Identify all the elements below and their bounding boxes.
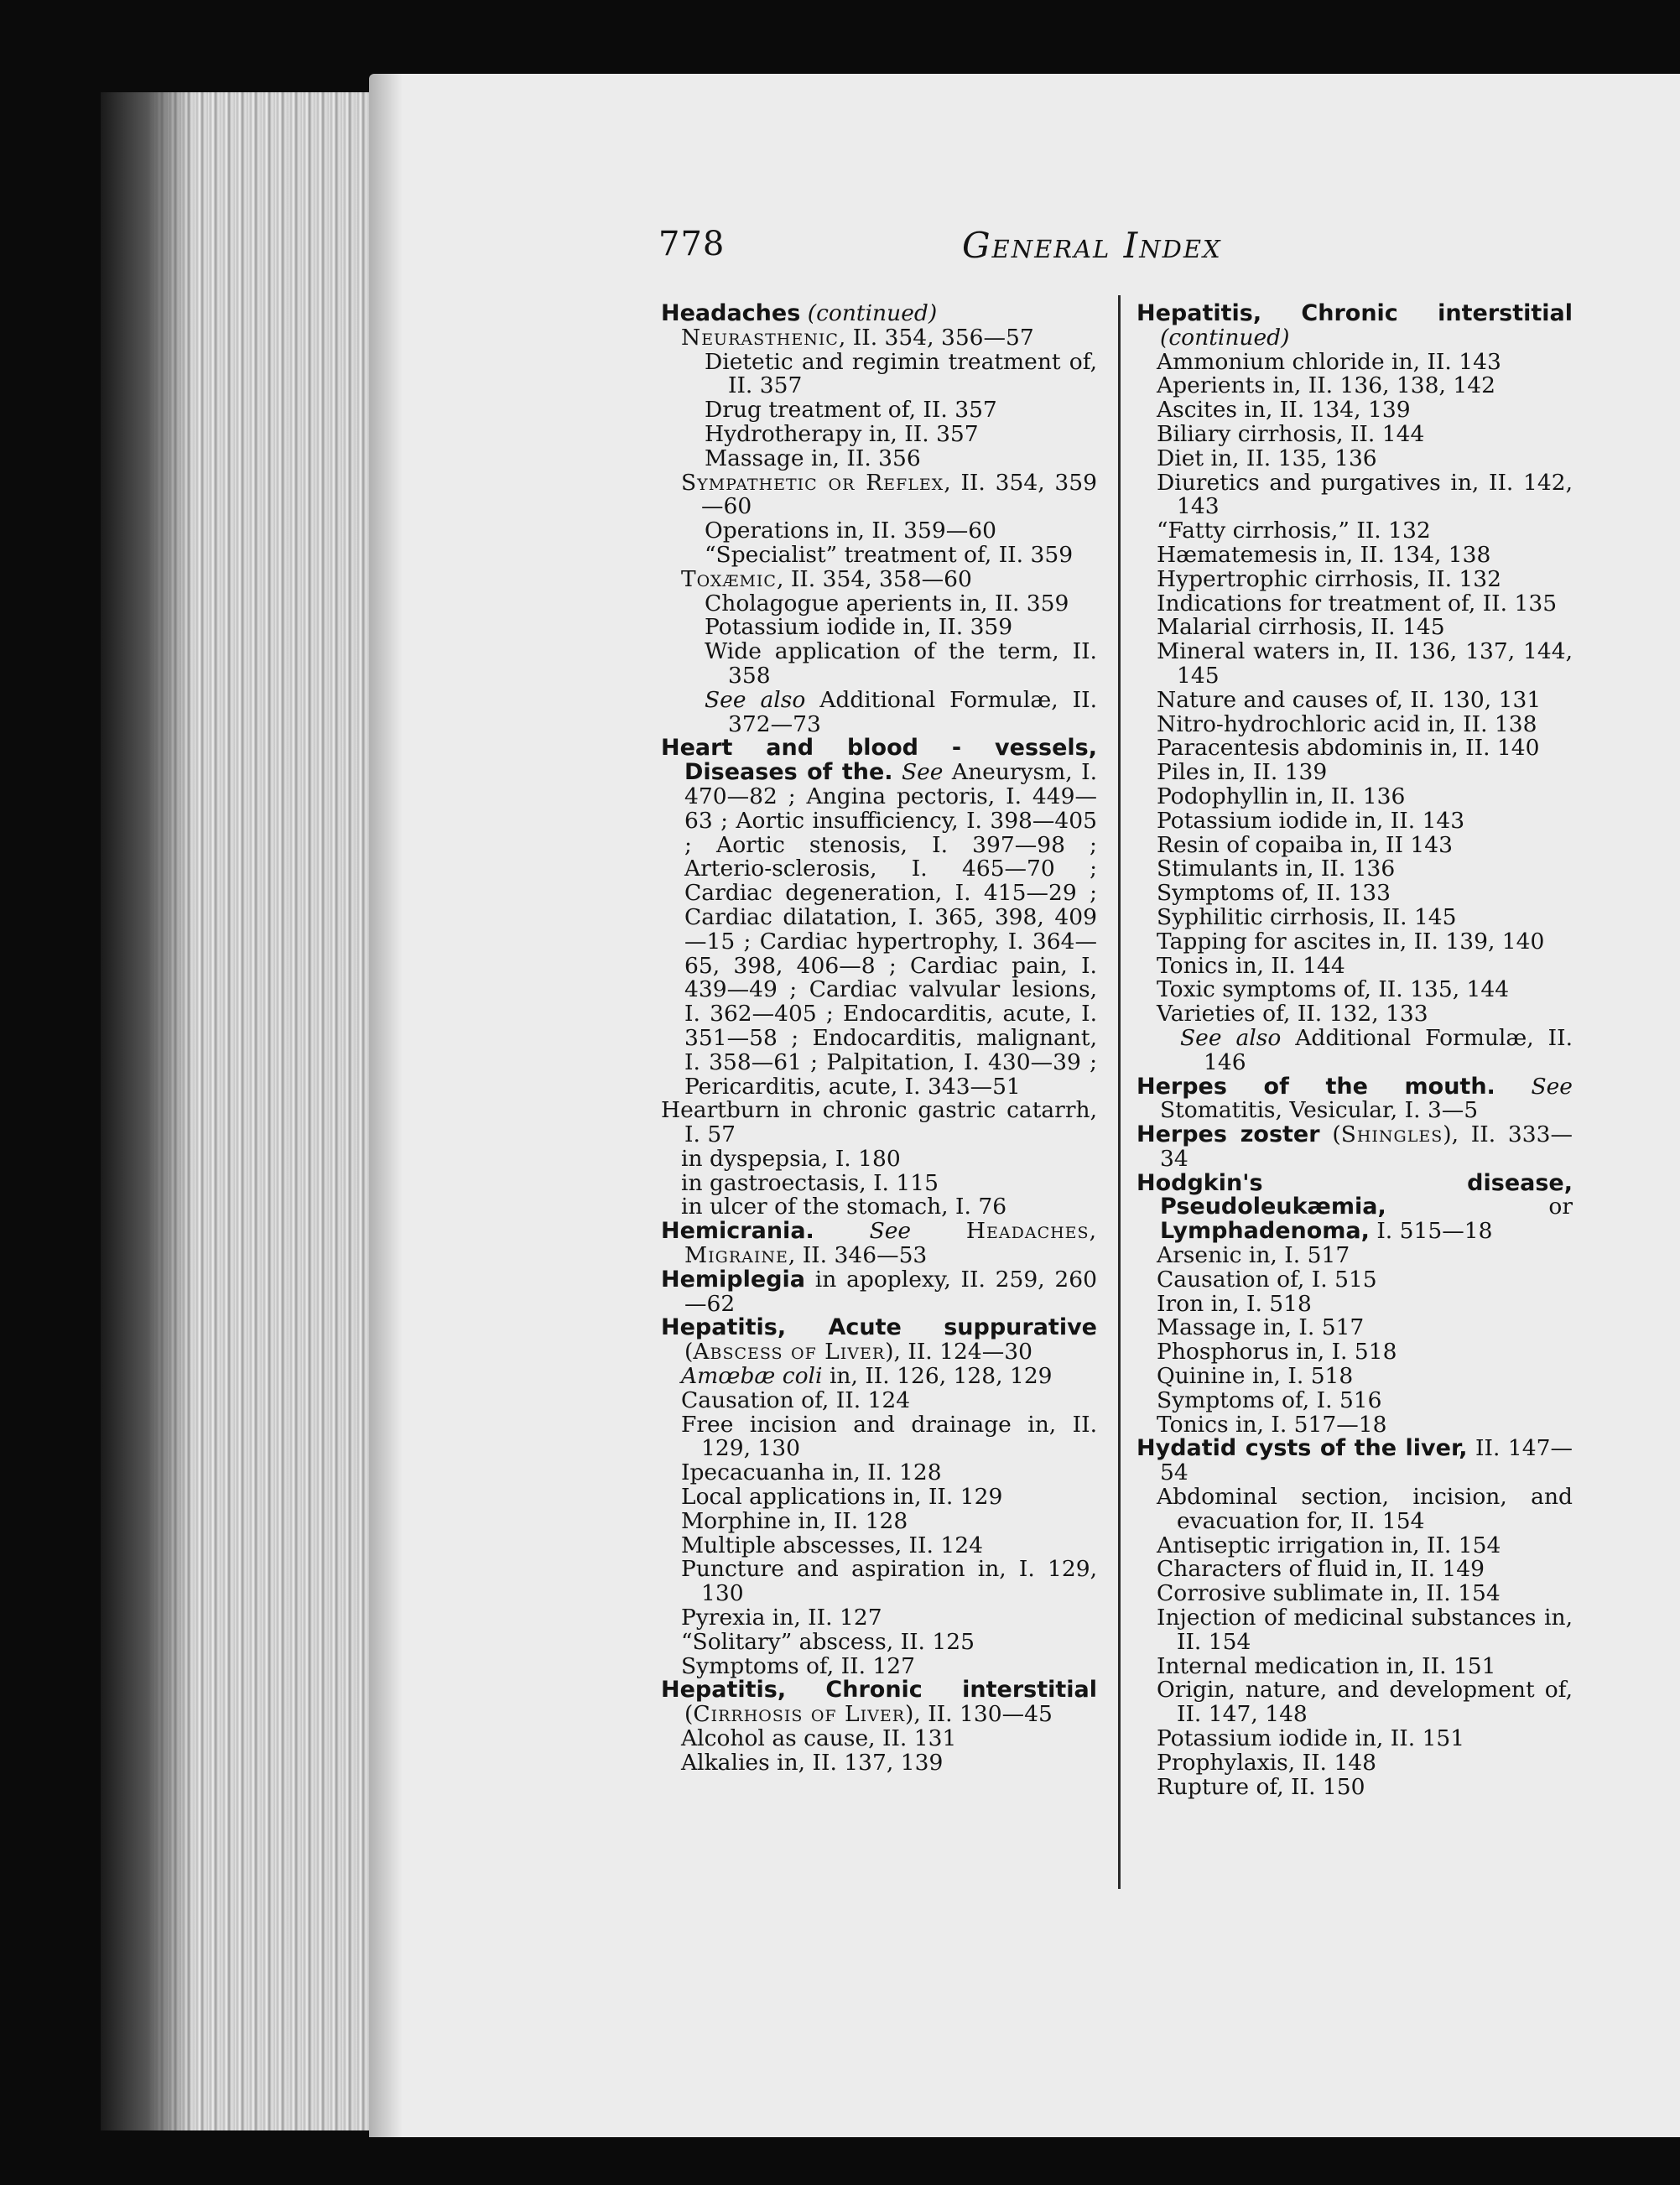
index-entry: Malarial cirrhosis, II. 145 [1157, 614, 1445, 641]
page-number: 778 [658, 225, 726, 263]
index-entry: Tonics in, I. 517—18 [1157, 1411, 1387, 1438]
index-entry: Paracentesis abdominis in, II. 140 [1157, 735, 1540, 762]
index-entry: Herpes of the mouth. See Stomatitis, Vesicular, I. 3—5 [1136, 1073, 1573, 1124]
index-entry: in dyspepsia, I. 180 [681, 1145, 901, 1172]
index-entry: Local applications in, II. 129 [681, 1484, 1003, 1511]
index-entry: Hypertrophic cirrhosis, II. 132 [1157, 565, 1501, 592]
index-entry: Hepatitis, Chronic interstitial (continued) [1136, 300, 1573, 351]
index-entry: Arsenic in, I. 517 [1157, 1242, 1350, 1269]
index-entry: See also Additional Formulæ, II. 372—73 [705, 686, 1097, 737]
index-entry: Multiple abscesses, II. 124 [681, 1532, 983, 1558]
index-entry: Symptoms of, I. 516 [1157, 1386, 1382, 1413]
index-entry: Prophylaxis, II. 148 [1157, 1749, 1376, 1776]
page-title: General Index [962, 225, 1222, 266]
index-entry: See also Additional Formulæ, II. 146 [1180, 1024, 1573, 1075]
index-entry: Ascites in, II. 134, 139 [1157, 397, 1411, 424]
index-entry: Mineral waters in, II. 136, 137, 144, 145 [1157, 638, 1573, 689]
index-entry: Hydatid cysts of the liver, II. 147—54 [1136, 1435, 1573, 1486]
index-entry: Toxic symptoms of, II. 135, 144 [1157, 976, 1510, 1003]
index-entry: Ammonium chloride in, II. 143 [1157, 348, 1501, 375]
index-entry: Drug treatment of, II. 357 [705, 397, 997, 424]
index-entry: Heart and blood - vessels, Diseases of the. See Aneurysm, I. 470—82 ; Angina pectoris, I. 449—63 ; Aortic insufficiency, I. 398—405 ; Aortic stenosis, I. 397—98 ; Arterio-sclerosis, I. 465—70 ; Cardiac degeneration, I. 415—29 ; Cardiac dilatation, I. 365, 398, 409—15 ; Cardiac hypertrophy, I. 364—65, 398, 406—8 ; Cardiac pain, I. 439—49 ; Cardiac valvular lesions, I. 362—405 ; Endocarditis, acute, I. 351—58 ; Endocarditis, malignant, I. 358—61 ; Palpitation, I. 430—39 ; Pericarditis, acute, I. 343—51 [661, 735, 1097, 1100]
index-column-left [661, 302, 1097, 1776]
index-entry: Aperients in, II. 136, 138, 142 [1157, 372, 1495, 399]
index-entry: Diet in, II. 135, 136 [1157, 445, 1377, 471]
index-entry: Varieties of, II. 132, 133 [1157, 1001, 1428, 1027]
index-entry: Dietetic and regimin treatment of, II. 357 [705, 348, 1097, 399]
index-entry: Quinine in, I. 518 [1157, 1363, 1354, 1390]
index-entry: Free incision and drainage in, II. 129, 130 [681, 1411, 1097, 1462]
index-entry: Iron in, I. 518 [1157, 1290, 1312, 1317]
index-entry: Sympathetic or Reflex, II. 354, 359—60 [681, 469, 1098, 520]
index-entry: Morphine in, II. 128 [681, 1507, 908, 1534]
index-entry: Tapping for ascites in, II. 139, 140 [1157, 928, 1545, 955]
index-entry: Causation of, I. 515 [1157, 1266, 1377, 1293]
index-entry: Wide application of the term, II. 358 [705, 638, 1097, 689]
index-entry: Hodgkin's disease, Pseudoleukæmia, or Lymphadenoma, I. 515—18 [1136, 1169, 1573, 1245]
index-entry: Operations in, II. 359—60 [705, 518, 996, 544]
index-entry: Hæmatemesis in, II. 134, 138 [1157, 541, 1491, 568]
index-entry: Cholagogue aperients in, II. 359 [705, 590, 1069, 616]
index-entry: Characters of fluid in, II. 149 [1157, 1556, 1485, 1583]
index-entry: Indications for treatment of, II. 135 [1157, 590, 1558, 616]
index-entry: Diuretics and purgatives in, II. 142, 143 [1157, 469, 1573, 520]
index-entry: Podophyllin in, II. 136 [1157, 783, 1406, 809]
index-entry: Symptoms of, II. 133 [1157, 880, 1391, 907]
page-gutter-shadow [369, 74, 403, 2137]
index-entry: Heartburn in chronic gastric catarrh, I. 57 [661, 1097, 1097, 1148]
index-entry: “Specialist” treatment of, II. 359 [705, 541, 1074, 568]
index-entry: Tonics in, II. 144 [1157, 952, 1345, 979]
index-entry: Potassium iodide in, II. 151 [1157, 1725, 1465, 1752]
index-column-right [1136, 302, 1573, 1799]
running-head [658, 225, 1271, 275]
index-entry: Nature and causes of, II. 130, 131 [1157, 686, 1542, 713]
index-entry: Nitro-hydrochloric acid in, II. 138 [1157, 710, 1537, 737]
index-entry: Causation of, II. 124 [681, 1386, 911, 1413]
index-entry: in gastroectasis, I. 115 [681, 1169, 939, 1196]
index-entry: Resin of copaiba in, II 143 [1157, 831, 1453, 858]
index-entry: Hemiplegia in apoplexy, II. 259, 260—62 [661, 1266, 1097, 1317]
index-entry: Antiseptic irrigation in, II. 154 [1157, 1532, 1501, 1558]
index-entry: Hepatitis, Acute suppurative (Abscess of Liver), II. 124—30 [661, 1314, 1097, 1366]
index-entry: Internal medication in, II. 151 [1157, 1652, 1496, 1679]
index-entry: Syphilitic cirrhosis, II. 145 [1157, 903, 1457, 930]
index-entry: Pyrexia in, II. 127 [681, 1605, 882, 1631]
column-divider [1118, 295, 1121, 1889]
index-entry: Potassium iodide in, II. 143 [1157, 807, 1465, 834]
index-entry: Hepatitis, Chronic interstitial (Cirrhosis of Liver), II. 130—45 [661, 1677, 1097, 1728]
index-entry: Corrosive sublimate in, II. 154 [1157, 1580, 1501, 1607]
index-entry: Abdominal section, incision, and evacuation for, II. 154 [1157, 1484, 1573, 1534]
index-entry: Ipecacuanha in, II. 128 [681, 1459, 942, 1486]
index-entry: Toxæmic, II. 354, 358—60 [681, 565, 972, 592]
index-entry: Headaches (continued) [661, 300, 938, 326]
index-entry: Symptoms of, II. 127 [681, 1652, 916, 1679]
index-entry: Alkalies in, II. 137, 139 [681, 1749, 944, 1776]
index-entry: Biliary cirrhosis, II. 144 [1157, 420, 1425, 447]
index-entry: Amœbæ coli in, II. 126, 128, 129 [681, 1363, 1053, 1390]
index-entry: Alcohol as cause, II. 131 [681, 1725, 957, 1752]
book-spine-shadow [101, 92, 193, 2130]
index-entry: Rupture of, II. 150 [1157, 1773, 1365, 1800]
index-entry: Herpes zoster (Shingles), II. 333—34 [1136, 1121, 1573, 1172]
index-entry: Hemicrania. See Headaches, Migraine, II. 346—53 [661, 1218, 1097, 1269]
index-entry: Neurasthenic, II. 354, 356—57 [681, 324, 1034, 351]
index-entry: Massage in, I. 517 [1157, 1314, 1365, 1341]
index-entry: Injection of medicinal substances in, II. 154 [1157, 1605, 1573, 1655]
index-entry: Hydrotherapy in, II. 357 [705, 420, 979, 447]
index-entry: Puncture and aspiration in, I. 129, 130 [681, 1556, 1097, 1607]
index-entry: “Solitary” abscess, II. 125 [681, 1628, 975, 1655]
index-entry: “Fatty cirrhosis,” II. 132 [1157, 518, 1431, 544]
index-entry: Potassium iodide in, II. 359 [705, 614, 1013, 641]
index-entry: Origin, nature, and development of, II. 147, 148 [1157, 1677, 1573, 1728]
index-entry: Piles in, II. 139 [1157, 759, 1328, 786]
index-entry: Stimulants in, II. 136 [1157, 856, 1396, 882]
index-entry: in ulcer of the stomach, I. 76 [681, 1194, 1007, 1220]
index-entry: Phosphorus in, I. 518 [1157, 1339, 1397, 1366]
index-entry: Massage in, II. 356 [705, 445, 921, 471]
